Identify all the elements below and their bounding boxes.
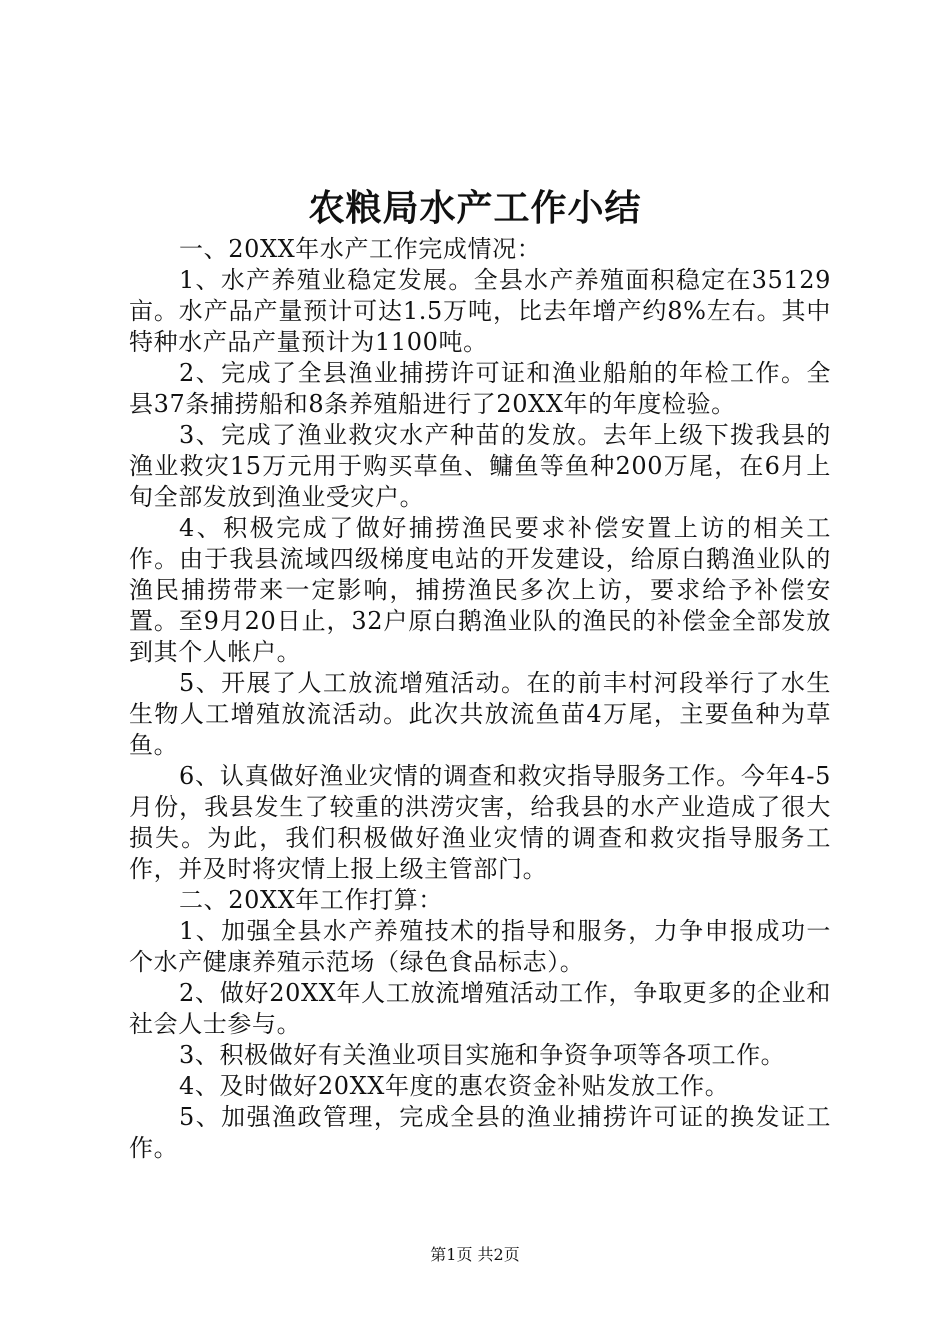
paragraph-item-1-6: 6、认真做好渔业灾情的调查和救灾指导服务工作。今年4-5月份，我县发生了较重的洪涝灾害，给我县的水产业造成了很大损失。为此，我们积极做好渔业灾情的调查和救灾指导服务工作，并及时将灾情上报上级主管部门。 bbox=[129, 762, 831, 883]
document-body bbox=[129, 234, 831, 1164]
paragraph-item-2-3: 3、积极做好有关渔业项目实施和争资争项等各项工作。 bbox=[179, 1041, 786, 1069]
page-number-footer: 第1页 共2页 bbox=[430, 1245, 520, 1264]
paragraph-item-1-2: 2、完成了全县渔业捕捞许可证和渔业船舶的年检工作。全县37条捕捞船和8条养殖船进行了20XX年的年度检验。 bbox=[129, 359, 831, 418]
section-heading-2: 二、20XX年工作打算： bbox=[179, 886, 443, 914]
paragraph-item-2-1: 1、加强全县水产养殖技术的指导和服务，力争申报成功一个水产健康养殖示范场（绿色食品标志）。 bbox=[129, 917, 831, 976]
paragraph-item-2-2: 2、做好20XX年人工放流增殖活动工作，争取更多的企业和社会人士参与。 bbox=[129, 979, 831, 1038]
section-heading-1: 一、20XX年水产工作完成情况： bbox=[179, 235, 542, 263]
paragraph-item-1-4: 4、积极完成了做好捕捞渔民要求补偿安置上访的相关工作。由于我县流域四级梯度电站的开发建设，给原白鹅渔业队的渔民捕捞带来一定影响，捕捞渔民多次上访，要求给予补偿安置。至9月20日止，32户原白鹅渔业队的渔民的补偿金全部发放到其个人帐户。 bbox=[129, 514, 831, 666]
document-title: 农粮局水产工作小结 bbox=[308, 187, 642, 229]
paragraph-item-1-1: 1、水产养殖业稳定发展。全县水产养殖面积稳定在35129亩。水产品产量预计可达1.5万吨，比去年增产约8%左右。其中特种水产品产量预计为1100吨。 bbox=[129, 266, 831, 356]
paragraph-item-1-5: 5、开展了人工放流增殖活动。在的前丰村河段举行了水生生物人工增殖放流活动。此次共放流鱼苗4万尾，主要鱼种为草鱼。 bbox=[129, 669, 831, 759]
paragraph-item-2-5: 5、加强渔政管理，完成全县的渔业捕捞许可证的换发证工作。 bbox=[129, 1103, 831, 1162]
paragraph-item-2-4: 4、及时做好20XX年度的惠农资金补贴发放工作。 bbox=[179, 1072, 730, 1100]
paragraph-item-1-3: 3、完成了渔业救灾水产种苗的发放。去年上级下拨我县的渔业救灾15万元用于购买草鱼、鳙鱼等鱼种200万尾，在6月上旬全部发放到渔业受灾户。 bbox=[129, 421, 831, 511]
